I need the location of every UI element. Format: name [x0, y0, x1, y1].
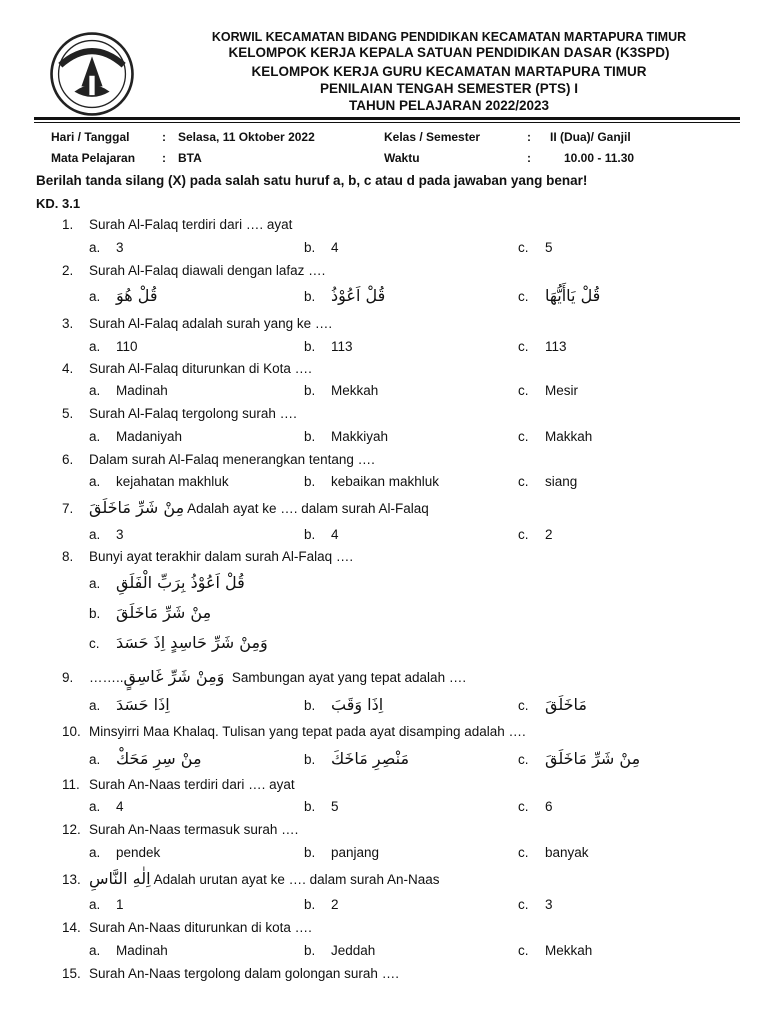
option-text: 113: [331, 339, 353, 354]
q8-option-a[interactable]: [89, 573, 245, 592]
option-text: 1: [116, 897, 124, 912]
question-text: Bunyi ayat terakhir dalam surah Al-Falaq ….: [89, 549, 354, 564]
question-3: [62, 316, 332, 331]
question-text: Dalam surah Al-Falaq menerangkan tentang ….: [89, 452, 375, 467]
subject-label: Mata Pelajaran: [51, 151, 136, 165]
question-4: [62, 361, 312, 376]
q13-option-b[interactable]: [304, 897, 339, 912]
option-letter: b.: [304, 799, 316, 814]
question-text: Surah Al-Falaq tergolong surah ….: [89, 406, 297, 421]
q1-option-c[interactable]: [518, 240, 553, 255]
option-arabic-text: اِذَا حَسَدَ: [116, 695, 170, 714]
option-text: 113: [545, 339, 567, 354]
q7-option-c[interactable]: [518, 527, 553, 542]
option-text: Makkah: [545, 429, 593, 444]
option-text: 6: [545, 799, 553, 814]
q1-option-a[interactable]: [89, 240, 124, 255]
option-text: kejahatan makhluk: [116, 474, 229, 489]
option-letter: a.: [89, 897, 101, 912]
question-text: Adalah ayat ke …. dalam surah Al-Falaq: [187, 501, 429, 516]
option-text: 3: [116, 527, 124, 542]
option-letter: c.: [518, 845, 529, 860]
option-letter: c.: [518, 799, 529, 814]
question-7: [62, 498, 429, 517]
header-line-korwil: KORWIL KECAMATAN BIDANG PENDIDIKAN KECAMATAN MARTAPURA TIMUR: [211, 30, 687, 44]
q3-option-a[interactable]: [89, 339, 138, 354]
question-number: 11.: [62, 777, 80, 792]
option-text: 3: [116, 240, 124, 255]
question-text: Surah Al-Falaq adalah surah yang ke ….: [89, 316, 333, 331]
subject-value: BTA: [178, 151, 202, 165]
question-8: [62, 549, 353, 564]
option-text: Madaniyah: [116, 429, 183, 444]
option-text: 5: [331, 799, 339, 814]
q14-option-c[interactable]: [518, 943, 592, 958]
option-letter: c.: [89, 636, 100, 651]
tut-wuri-handayani-logo-icon: [48, 30, 136, 118]
day-value: Selasa, 11 Oktober 2022: [178, 130, 315, 144]
q2-option-b[interactable]: [304, 286, 385, 305]
q6-option-c[interactable]: [518, 474, 577, 489]
option-letter: a.: [89, 752, 101, 767]
option-text: 2: [331, 897, 339, 912]
question-text: Surah An-Naas diturunkan di kota ….: [89, 920, 312, 935]
option-text: banyak: [545, 845, 589, 860]
q12-option-a[interactable]: [89, 845, 160, 860]
q9-option-a[interactable]: [89, 695, 170, 714]
question-number: 9.: [62, 670, 74, 685]
q7-option-a[interactable]: [89, 527, 124, 542]
question-number: 1.: [62, 217, 74, 232]
q10-option-c[interactable]: [518, 749, 640, 768]
question-number: 7.: [62, 501, 74, 516]
header-line-year: TAHUN PELAJARAN 2022/2023: [348, 98, 550, 113]
option-letter: a.: [89, 339, 101, 354]
time-label: Waktu: [384, 151, 420, 165]
question-number: 13.: [62, 872, 81, 887]
time-value: 10.00 - 11.30: [564, 151, 635, 165]
option-text: Jeddah: [331, 943, 376, 958]
question-number: 8.: [62, 549, 74, 564]
option-text: pendek: [116, 845, 161, 860]
option-text: 4: [331, 240, 339, 255]
option-letter: c.: [518, 943, 529, 958]
option-text: siang: [545, 474, 578, 489]
q8-option-c[interactable]: [89, 633, 268, 652]
option-letter: a.: [89, 383, 101, 398]
option-letter: a.: [89, 698, 101, 713]
question-13: [62, 869, 439, 888]
option-letter: c.: [518, 339, 529, 354]
question-6: [62, 452, 375, 467]
option-letter: a.: [89, 527, 101, 542]
q10-option-b[interactable]: [304, 749, 409, 768]
option-arabic-text: مِنْ شَرِّ مَاخَلَقَ: [116, 603, 212, 622]
option-letter: c.: [518, 474, 529, 489]
option-letter: c.: [518, 240, 529, 255]
option-letter: b.: [304, 897, 316, 912]
q3-option-b[interactable]: [304, 339, 353, 354]
option-letter: b.: [304, 698, 316, 713]
question-10: [62, 724, 526, 739]
option-letter: b.: [304, 339, 316, 354]
question-text: Surah Al-Falaq diturunkan di Kota ….: [89, 361, 312, 376]
q5-option-c[interactable]: [518, 429, 592, 444]
question-number: 15.: [62, 966, 81, 981]
q9-option-c[interactable]: [518, 695, 587, 714]
option-text: Madinah: [116, 383, 168, 398]
option-text: Madinah: [116, 943, 168, 958]
option-letter: a.: [89, 845, 101, 860]
q14-option-b[interactable]: [304, 943, 375, 958]
option-text: 4: [116, 799, 124, 814]
option-text: 3: [545, 897, 553, 912]
option-text: Makkiyah: [331, 429, 389, 444]
q7-option-b[interactable]: [304, 527, 339, 542]
q3-option-c[interactable]: [518, 339, 567, 354]
class-colon: :: [527, 130, 531, 144]
question-number: 2.: [62, 263, 74, 278]
question-12: [62, 822, 298, 837]
q1-option-b[interactable]: [304, 240, 339, 255]
q9-option-b[interactable]: [304, 695, 383, 714]
option-letter: b.: [304, 240, 316, 255]
option-arabic-text: مِنْ سِرِ مَحَكْ: [116, 749, 202, 768]
q2-option-a[interactable]: [89, 286, 158, 305]
q14-option-a[interactable]: [89, 943, 168, 958]
option-letter: b.: [304, 527, 316, 542]
option-letter: a.: [89, 474, 101, 489]
question-number: 4.: [62, 361, 74, 376]
option-text: 5: [545, 240, 553, 255]
question-arabic-text: وَمِنْ شَرِّ غَاسِقٍ: [123, 667, 225, 686]
option-letter: c.: [518, 897, 529, 912]
option-letter: c.: [518, 698, 529, 713]
option-text: kebaikan makhluk: [331, 474, 440, 489]
question-number: 14.: [62, 920, 81, 935]
question-prefix: ……..: [89, 670, 124, 685]
option-letter: b.: [304, 289, 316, 304]
question-5: [62, 406, 297, 421]
q11-option-c[interactable]: [518, 799, 553, 814]
question-text: Surah An-Naas termasuk surah ….: [89, 822, 299, 837]
question-text: Surah An-Naas terdiri dari …. ayat: [89, 777, 295, 792]
option-text: 2: [545, 527, 553, 542]
question-text: Adalah urutan ayat ke …. dalam surah An-Naas: [153, 872, 440, 887]
option-arabic-text: قُلْ اَعُوْذُ بِرَبِّ الْفَلَقِ: [116, 573, 245, 592]
option-letter: a.: [89, 799, 101, 814]
time-colon: :: [527, 151, 531, 165]
instruction-text: Berilah tanda silang (X) pada salah satu huruf a, b, c atau d pada jawaban yang benar!: [36, 173, 588, 188]
option-letter: c.: [518, 429, 529, 444]
option-text: panjang: [331, 845, 380, 860]
option-arabic-text: قُلْ هُوَ: [116, 286, 158, 305]
q13-option-a[interactable]: [89, 897, 124, 912]
question-number: 10.: [62, 724, 81, 739]
question-text: Minsyirri Maa Khalaq. Tulisan yang tepat pada ayat disamping adalah ….: [89, 724, 526, 739]
option-arabic-text: مِنْ شَرِّ مَاخَلَقَ: [545, 749, 641, 768]
q8-option-b[interactable]: [89, 603, 211, 622]
option-arabic-text: مَاخَلَقَ: [545, 695, 587, 714]
header-divider-thin: [34, 122, 740, 123]
option-letter: b.: [304, 383, 316, 398]
question-2: [62, 263, 325, 278]
option-letter: b.: [304, 845, 316, 860]
q4-option-b[interactable]: [304, 383, 378, 398]
question-arabic-text: مِنْ شَرِّ مَاخَلَقَ: [89, 498, 185, 517]
option-letter: b.: [89, 606, 101, 621]
question-number: 6.: [62, 452, 74, 467]
option-letter: b.: [304, 429, 316, 444]
question-15: [62, 966, 399, 981]
question-text: Surah An-Naas tergolong dalam golongan surah ….: [89, 966, 399, 981]
question-9: [62, 667, 466, 686]
option-letter: a.: [89, 943, 101, 958]
question-11: [62, 777, 295, 792]
q12-option-b[interactable]: [304, 845, 379, 860]
option-letter: a.: [89, 576, 101, 591]
q10-option-a[interactable]: [89, 749, 202, 768]
day-colon: :: [162, 130, 166, 144]
question-number: 5.: [62, 406, 74, 421]
header-line-kkg: KELOMPOK KERJA GURU KECAMATAN MARTAPURA TIMUR: [251, 64, 647, 79]
header-line-pts: PENILAIAN TENGAH SEMESTER (PTS) I: [319, 81, 579, 96]
header-line-k3spd: KELOMPOK KERJA KEPALA SATUAN PENDIDIKAN DASAR (K3SPD): [228, 45, 670, 60]
question-text: Surah Al-Falaq diawali dengan lafaz ….: [89, 263, 326, 278]
q4-option-a[interactable]: [89, 383, 168, 398]
question-14: [62, 920, 312, 935]
q13-option-c[interactable]: [518, 897, 553, 912]
option-text: 4: [331, 527, 339, 542]
kd-label: KD. 3.1: [36, 196, 81, 211]
q6-option-b[interactable]: [304, 474, 439, 489]
option-letter: c.: [518, 527, 529, 542]
option-text: 110: [116, 339, 138, 354]
question-number: 3.: [62, 316, 74, 331]
q5-option-a[interactable]: [89, 429, 182, 444]
option-text: Mekkah: [331, 383, 379, 398]
option-arabic-text: مَنْصِرِ مَاخَكَ: [331, 749, 410, 768]
q2-option-c[interactable]: [518, 286, 600, 305]
option-letter: c.: [518, 289, 529, 304]
option-letter: b.: [304, 474, 316, 489]
question-arabic-text: اِلٰهِ النَّاسِ: [89, 869, 151, 888]
header-divider-thick: [34, 117, 740, 120]
q11-option-a[interactable]: [89, 799, 124, 814]
q5-option-b[interactable]: [304, 429, 388, 444]
option-letter: b.: [304, 752, 316, 767]
question-text: Surah Al-Falaq terdiri dari …. ayat: [89, 217, 293, 232]
question-1: [62, 217, 292, 232]
option-letter: b.: [304, 943, 316, 958]
option-letter: a.: [89, 429, 101, 444]
option-arabic-text: قُلْ يَاأَيُّهَا: [545, 286, 601, 305]
q4-option-c[interactable]: [518, 383, 578, 398]
option-arabic-text: وَمِنْ شَرِّ حَاسِدٍ اِذَ حَسَدَ: [116, 633, 268, 652]
option-letter: c.: [518, 752, 529, 767]
subject-colon: :: [162, 151, 166, 165]
option-arabic-text: قُلْ اَعُوْذُ: [331, 286, 386, 305]
q11-option-b[interactable]: [304, 799, 339, 814]
option-letter: a.: [89, 289, 101, 304]
option-letter: a.: [89, 240, 101, 255]
option-letter: c.: [518, 383, 529, 398]
option-arabic-text: اِذَا وَقَبَ: [331, 695, 384, 714]
class-label: Kelas / Semester: [384, 130, 481, 144]
q12-option-c[interactable]: [518, 845, 589, 860]
option-text: Mesir: [545, 383, 578, 398]
class-value: II (Dua)/ Ganjil: [550, 130, 631, 144]
question-number: 12.: [62, 822, 81, 837]
q6-option-a[interactable]: [89, 474, 229, 489]
day-label: Hari / Tanggal: [51, 130, 130, 144]
question-text: Sambungan ayat yang tepat adalah ….: [231, 670, 467, 685]
option-text: Mekkah: [545, 943, 593, 958]
